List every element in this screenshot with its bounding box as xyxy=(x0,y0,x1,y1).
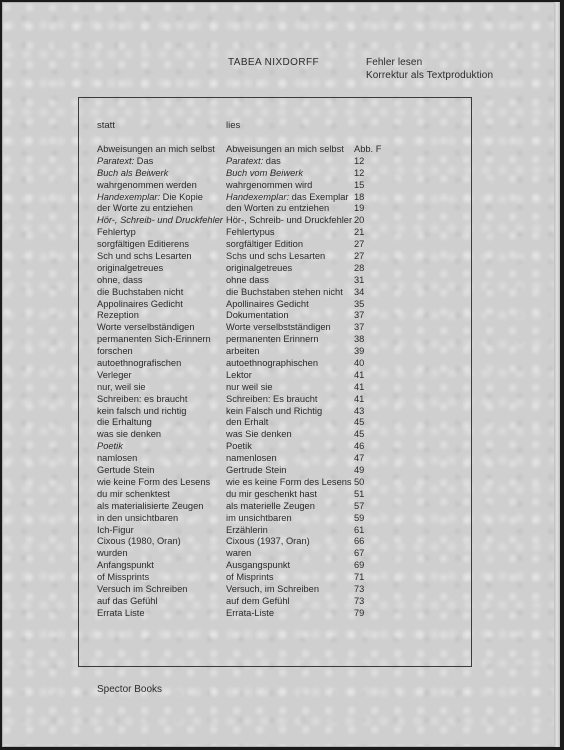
statt-cell-text: ohne, dass xyxy=(97,274,143,285)
statt-cell xyxy=(97,560,226,572)
page-number: 21 xyxy=(354,227,365,238)
lies-cell xyxy=(226,584,354,596)
errata-row xyxy=(97,275,467,287)
lies-cell-text: ohne dass xyxy=(226,274,269,285)
statt-cell-text: in den unsichtbaren xyxy=(97,512,179,523)
statt-cell xyxy=(97,536,226,548)
page-number: 38 xyxy=(354,334,365,345)
errata-row xyxy=(97,501,467,513)
errata-row xyxy=(97,608,467,620)
book-subtitle: Korrektur als Textproduktion xyxy=(366,70,494,81)
page-number: 71 xyxy=(354,572,365,583)
statt-cell-text: kein falsch und richtig xyxy=(97,405,187,416)
lies-cell-text: autoethnographischen xyxy=(226,358,319,369)
lies-cell-text: arbeiten xyxy=(226,346,260,357)
lies-cell-text: Lektor xyxy=(226,369,252,380)
page-number: 37 xyxy=(354,322,365,333)
statt-cell-text: Fehlertyp xyxy=(97,227,136,238)
errata-row xyxy=(97,429,467,441)
lies-cell-text: nur weil sie xyxy=(226,381,273,392)
lies-cell xyxy=(226,203,354,215)
errata-row xyxy=(97,548,467,560)
statt-cell xyxy=(97,453,226,465)
statt-cell xyxy=(97,501,226,513)
errata-row xyxy=(97,287,467,299)
statt-cell-text: Versuch im Schreiben xyxy=(97,583,188,594)
errata-row xyxy=(97,180,467,192)
page-number: 34 xyxy=(354,286,365,297)
page-number: 43 xyxy=(354,405,365,416)
statt-cell-text: Sch und schs Lesarten xyxy=(97,251,192,262)
page-number: 20 xyxy=(354,215,365,226)
statt-cell xyxy=(97,596,226,608)
page-number: 66 xyxy=(354,536,365,547)
page-number: 27 xyxy=(354,251,365,262)
lies-cell xyxy=(226,370,354,382)
errata-row xyxy=(97,299,467,311)
errata-row xyxy=(97,239,467,251)
lies-cell-text: Cixous (1937, Oran) xyxy=(226,536,310,547)
lies-cell-text: Handexemplar: xyxy=(226,191,290,202)
page-number: 45 xyxy=(354,417,365,428)
lies-cell xyxy=(226,465,354,477)
statt-cell-text: Rezeption xyxy=(97,310,139,321)
statt-cell xyxy=(97,215,226,227)
statt-cell-text: wie keine Form des Lesens xyxy=(97,476,211,487)
lies-cell-text: permanenten Erinnern xyxy=(226,334,319,345)
statt-cell xyxy=(97,429,226,441)
statt-cell xyxy=(97,322,226,334)
lies-cell xyxy=(226,251,354,263)
lies-cell xyxy=(226,322,354,334)
statt-cell-text: Appolinaires Gedicht xyxy=(97,298,183,309)
lies-cell xyxy=(226,192,354,204)
lies-cell xyxy=(226,513,354,525)
lies-cell xyxy=(226,429,354,441)
statt-cell xyxy=(97,275,226,287)
lies-cell xyxy=(226,441,354,453)
lies-cell-text: Poetik xyxy=(226,441,252,452)
statt-cell xyxy=(97,180,226,192)
page-number: 61 xyxy=(354,524,365,535)
lies-cell xyxy=(226,156,354,168)
statt-cell-text: Handexemplar: xyxy=(97,191,161,202)
statt-cell xyxy=(97,417,226,429)
lies-cell-text: du mir geschenkt hast xyxy=(226,488,317,499)
statt-cell xyxy=(97,584,226,596)
page-number: 69 xyxy=(354,560,365,571)
lies-cell-text: den Erhalt xyxy=(226,417,269,428)
lies-cell xyxy=(226,215,354,227)
lies-cell-text: Buch vom Beiwerk xyxy=(226,167,303,178)
lies-cell-text: den Worten zu entziehen xyxy=(226,203,330,214)
lies-cell xyxy=(226,299,354,311)
page-number: 59 xyxy=(354,512,365,523)
lies-cell-text: auf dem Gefühl xyxy=(226,595,290,606)
statt-cell-text: der Worte zu entziehen xyxy=(97,203,193,214)
page-number: 79 xyxy=(354,607,365,618)
page-number: 12 xyxy=(354,167,365,178)
lies-cell-text: kein Falsch und Richtig xyxy=(226,405,323,416)
statt-cell xyxy=(97,251,226,263)
page-number: 73 xyxy=(354,595,365,606)
lies-cell xyxy=(226,548,354,560)
author-name: TABEA NIXDORFF xyxy=(228,57,319,68)
errata-row xyxy=(97,370,467,382)
lies-cell-text: Dokumentation xyxy=(226,310,289,321)
errata-row xyxy=(97,596,467,608)
errata-row xyxy=(97,144,467,156)
lies-cell-text: waren xyxy=(226,548,252,559)
statt-cell xyxy=(97,287,226,299)
lies-cell-text: of Misprints xyxy=(226,572,274,583)
errata-row xyxy=(97,156,467,168)
lies-cell-text: Paratext: xyxy=(226,155,264,166)
statt-cell-text: Abweisungen an mich selbst xyxy=(97,144,215,154)
statt-cell xyxy=(97,406,226,418)
lies-cell-text: wahrgenommen wird xyxy=(226,179,313,190)
lies-cell-text: Schs und schs Lesarten xyxy=(226,251,326,262)
lies-cell-text: namenlosen xyxy=(226,453,277,464)
page-number: 18 xyxy=(354,191,365,202)
page-number: 28 xyxy=(354,262,365,273)
statt-cell-text: was sie denken xyxy=(97,429,162,440)
column-header-statt: statt xyxy=(97,120,115,131)
errata-row xyxy=(97,525,467,537)
lies-cell-text: Ausgangspunkt xyxy=(226,560,291,571)
errata-row xyxy=(97,192,467,204)
page-number: 35 xyxy=(354,298,365,309)
lies-cell xyxy=(226,180,354,192)
statt-cell-text: namlosen xyxy=(97,453,138,464)
errata-row xyxy=(97,489,467,501)
errata-row xyxy=(97,536,467,548)
page-number: 40 xyxy=(354,358,365,369)
page-number: 31 xyxy=(354,274,365,285)
errata-row xyxy=(97,477,467,489)
statt-cell xyxy=(97,489,226,501)
statt-cell xyxy=(97,156,226,168)
lies-cell xyxy=(226,536,354,548)
statt-cell xyxy=(97,203,226,215)
statt-cell-text: Cixous (1980, Oran) xyxy=(97,536,181,547)
errata-row xyxy=(97,358,467,370)
errata-row xyxy=(97,406,467,418)
statt-cell xyxy=(97,525,226,537)
lies-cell xyxy=(226,477,354,489)
lies-cell xyxy=(226,275,354,287)
lies-cell-text: die Buchstaben stehen nicht xyxy=(226,286,343,297)
statt-cell xyxy=(97,168,226,180)
statt-cell xyxy=(97,465,226,477)
page-number: 15 xyxy=(354,179,365,190)
statt-cell-text: Das xyxy=(134,155,154,166)
statt-cell-text: Anfangspunkt xyxy=(97,560,154,571)
statt-cell-text: die Buchstaben nicht xyxy=(97,286,184,297)
lies-cell xyxy=(226,263,354,275)
page-number: 51 xyxy=(354,488,365,499)
lies-cell xyxy=(226,382,354,394)
statt-cell-text: Errata Liste xyxy=(97,607,145,618)
statt-cell xyxy=(97,263,226,275)
statt-cell-text: Poetik xyxy=(97,441,123,452)
lies-cell xyxy=(226,501,354,513)
statt-cell xyxy=(97,513,226,525)
statt-cell-text: originalgetreues xyxy=(97,262,164,273)
statt-cell xyxy=(97,358,226,370)
lies-cell-text: sorgfältiger Edition xyxy=(226,239,303,250)
publisher-name: Spector Books xyxy=(97,684,163,695)
page-number: 50 xyxy=(354,476,365,487)
errata-row xyxy=(97,203,467,215)
page-number: 45 xyxy=(354,429,365,440)
lies-cell xyxy=(226,346,354,358)
lies-cell-text: Schreiben: Es braucht xyxy=(226,393,318,404)
errata-row xyxy=(97,584,467,596)
lies-cell-text: im unsichtbaren xyxy=(226,512,292,523)
lies-cell-text: wie es keine Form des Lesens xyxy=(226,476,352,487)
statt-cell xyxy=(97,370,226,382)
lies-cell xyxy=(226,489,354,501)
statt-cell-text: Die Kopie xyxy=(160,191,203,202)
statt-cell-text: Worte verselbständigen xyxy=(97,322,195,333)
statt-cell-text: die Erhaltung xyxy=(97,417,152,428)
errata-row xyxy=(97,310,467,322)
statt-cell-text: forschen xyxy=(97,346,133,357)
page-number: 49 xyxy=(354,465,365,476)
statt-cell-text: Schreiben: es braucht xyxy=(97,393,188,404)
statt-cell-text: Verleger xyxy=(97,369,132,380)
lies-cell xyxy=(226,525,354,537)
errata-row xyxy=(97,168,467,180)
statt-cell-text: autoethnografischen xyxy=(97,358,182,369)
statt-cell xyxy=(97,548,226,560)
lies-cell xyxy=(226,144,354,156)
errata-row xyxy=(97,465,467,477)
lies-cell-text: Gertrude Stein xyxy=(226,465,287,476)
page-number: Abb. F xyxy=(354,144,382,154)
errata-row xyxy=(97,417,467,429)
lies-cell xyxy=(226,560,354,572)
lies-cell-text: Versuch, im Schreiben xyxy=(226,583,320,594)
statt-cell-text: nur, weil sie xyxy=(97,381,146,392)
lies-cell-text: Worte verselbstständigen xyxy=(226,322,331,333)
errata-row xyxy=(97,251,467,263)
lies-cell-text: als materielle Zeugen xyxy=(226,500,315,511)
page-number: 41 xyxy=(354,393,365,404)
page-number: 41 xyxy=(354,369,365,380)
statt-cell-text: Paratext: xyxy=(97,155,135,166)
errata-row xyxy=(97,453,467,465)
page-number: 67 xyxy=(354,548,365,559)
errata-list xyxy=(97,144,467,620)
errata-row xyxy=(97,263,467,275)
lies-cell-text: was Sie denken xyxy=(226,429,292,440)
errata-row xyxy=(97,346,467,358)
statt-cell-text: sorgfältigen Editierens xyxy=(97,239,189,250)
statt-cell xyxy=(97,394,226,406)
statt-cell-text: Gertude Stein xyxy=(97,465,155,476)
lies-cell-text: Fehlertypus xyxy=(226,227,275,238)
lies-cell xyxy=(226,227,354,239)
statt-cell xyxy=(97,239,226,251)
lies-cell xyxy=(226,334,354,346)
errata-row xyxy=(97,394,467,406)
lies-cell-text: das Exemplar xyxy=(289,191,349,202)
page-number: 19 xyxy=(354,203,365,214)
page-number: 73 xyxy=(354,583,365,594)
lies-cell xyxy=(226,596,354,608)
statt-cell xyxy=(97,310,226,322)
statt-cell xyxy=(97,334,226,346)
lies-cell-text: originalgetreues xyxy=(226,262,293,273)
errata-row xyxy=(97,441,467,453)
statt-cell xyxy=(97,441,226,453)
statt-cell-text: Hör-, Schreib- und Druckfehler xyxy=(97,215,223,226)
lies-cell-text: Erzählerin xyxy=(226,524,268,535)
lies-cell xyxy=(226,358,354,370)
page-number: 12 xyxy=(354,155,365,166)
lies-cell xyxy=(226,608,354,620)
errata-row xyxy=(97,572,467,584)
lies-cell xyxy=(226,453,354,465)
errata-row xyxy=(97,334,467,346)
statt-cell-text: wahrgenommen werden xyxy=(97,179,197,190)
lies-cell-text: Apollinaires Gedicht xyxy=(226,298,309,309)
statt-cell xyxy=(97,608,226,620)
cover-edge xyxy=(554,2,560,747)
lies-cell-text: Hör-, Schreib- und Druckfehler xyxy=(226,215,353,226)
errata-row xyxy=(97,560,467,572)
lies-cell xyxy=(226,239,354,251)
lies-cell xyxy=(226,406,354,418)
lies-cell xyxy=(226,310,354,322)
statt-cell xyxy=(97,346,226,358)
page-number: 37 xyxy=(354,310,365,321)
page-number: 27 xyxy=(354,239,365,250)
page-number: 39 xyxy=(354,346,365,357)
statt-cell-text: of Missprints xyxy=(97,572,150,583)
errata-row xyxy=(97,382,467,394)
book-title: Fehler lesen xyxy=(366,57,423,68)
errata-row xyxy=(97,215,467,227)
statt-cell-text: Buch als Beiwerk xyxy=(97,167,169,178)
lies-cell xyxy=(226,287,354,299)
statt-cell-text: du mir schenktest xyxy=(97,488,170,499)
lies-cell-text: Abweisungen an mich selbst xyxy=(226,144,344,154)
statt-cell xyxy=(97,192,226,204)
lies-cell xyxy=(226,417,354,429)
lies-cell xyxy=(226,168,354,180)
statt-cell xyxy=(97,144,226,156)
statt-cell-text: Ich-Figur xyxy=(97,524,134,535)
lies-cell-text: das xyxy=(263,155,281,166)
statt-cell xyxy=(97,477,226,489)
statt-cell xyxy=(97,227,226,239)
lies-cell xyxy=(226,572,354,584)
page-number: 41 xyxy=(354,381,365,392)
lies-cell xyxy=(226,394,354,406)
page-number: 46 xyxy=(354,441,365,452)
statt-cell xyxy=(97,299,226,311)
errata-row xyxy=(97,513,467,525)
errata-row xyxy=(97,322,467,334)
errata-row xyxy=(97,227,467,239)
column-header-lies: lies xyxy=(226,120,241,131)
statt-cell-text: als materialisierte Zeugen xyxy=(97,500,204,511)
statt-cell-text: permanenten Sich-Erinnern xyxy=(97,334,211,345)
statt-cell xyxy=(97,382,226,394)
statt-cell-text: wurden xyxy=(97,548,128,559)
page-number: 57 xyxy=(354,500,365,511)
lies-cell-text: Errata-Liste xyxy=(226,607,275,618)
statt-cell xyxy=(97,572,226,584)
page-number: 47 xyxy=(354,453,365,464)
statt-cell-text: auf das Gefühl xyxy=(97,595,158,606)
